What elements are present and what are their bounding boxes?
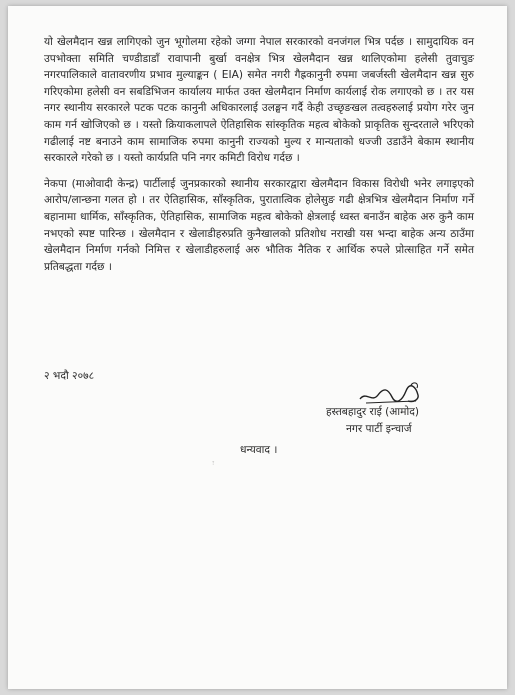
document-page [8, 6, 507, 689]
signatory-title: नगर पार्टी इन्चार्ज [346, 423, 412, 435]
paragraph-2: नेकपा (माओवादी केन्द्र) पार्टीलाई जुनप्रकारको स्थानीय सरकारद्वारा खेलमैदान विकास विरोधी भनेर लगाइएको आरोप/लान्छना गलत हो । तर ऐतिहासिक, साँस्कृतिक, पुरातात्विक होलेसुङ गढी क्षेत्रभित्र खेलमैदान निर्माण गर्ने बहानामा धार्मिक, साँस्कृतिक, ऐतिहासिक, सामाजिक महत्व बोकेको क्षेत्रलाई ध्वस्त बनाउँन बाहेक अरु कुनै काम नभएको स्पष्ट पारिन्छ । खेलमैदान र खेलाडीहरुप्रति कुनैखालको प्रतिशोध नराखी यस भन्दा बाहेक अन्य ठाउँमा खेलमैदान निर्माण गर्नको निमित्त र खेलाडीहरुलाई अरु भौतिक नैतिक र आर्थिक रुपले प्रोत्साहित गर्ने समेत प्रतिबद्धता गर्दछ । [44, 177, 474, 273]
document-date: २ भदौ २०७८ [44, 370, 95, 382]
signatory-name: हस्तबहादुर राई (आमोद) [326, 406, 419, 418]
paragraph-1: यो खेलमैदान खन्न लागिएको जुन भूगोलमा रहेको जग्गा नेपाल सरकारको वनजंगल भित्र पर्दछ । सामुदायिक वन उपभोक्ता समिति चण्डीडाडाँ रावापानी बुर्खा वनक्षेत्र भित्र खेलमैदान खन्न थालिएकोमा हलेसी तुवाचुङ नगरपालिकाले वातावरणीय प्रभाव मुल्याङ्कन ( EIA) समेत नगरी गैह्रकानुनी रुपमा जबर्जस्ती खेलमैदान खन्न सुरु गरिएकोमा हलेसी वन सबडिभिजन कार्यालय मार्फत उक्त खेलमैदान निर्माण कार्यलाई रोक लगाएको छ । तर यस नगर स्थानीय सरकारले पटक पटक कानुनी अधिकारलाई उलङ्घन गर्दै केही उच्छृङखल तत्वहरुलाई प्रयोग गरेर जुन काम गर्न खोजिएको छ । यस्तो क्रियाकलापले ऐतिहासिक सांस्कृतिक महत्व बोकेको प्राकृतिक सुन्दरताले भरिएको गढीलाई नष्ट बनाउने काम सामाजिक रुपमा कानुनी राज्यको मुल्य र मान्यताको धज्जी उडाउँने बेकाम स्थानीय सरकारले गरेको छ । यस्तो कार्यप्रति पनि नगर कमिटी विरोध गर्दछ । [44, 36, 474, 165]
body-text [44, 34, 474, 284]
scan-speck: ፣ [212, 460, 215, 467]
closing-thanks: धन्यवाद । [240, 444, 278, 456]
